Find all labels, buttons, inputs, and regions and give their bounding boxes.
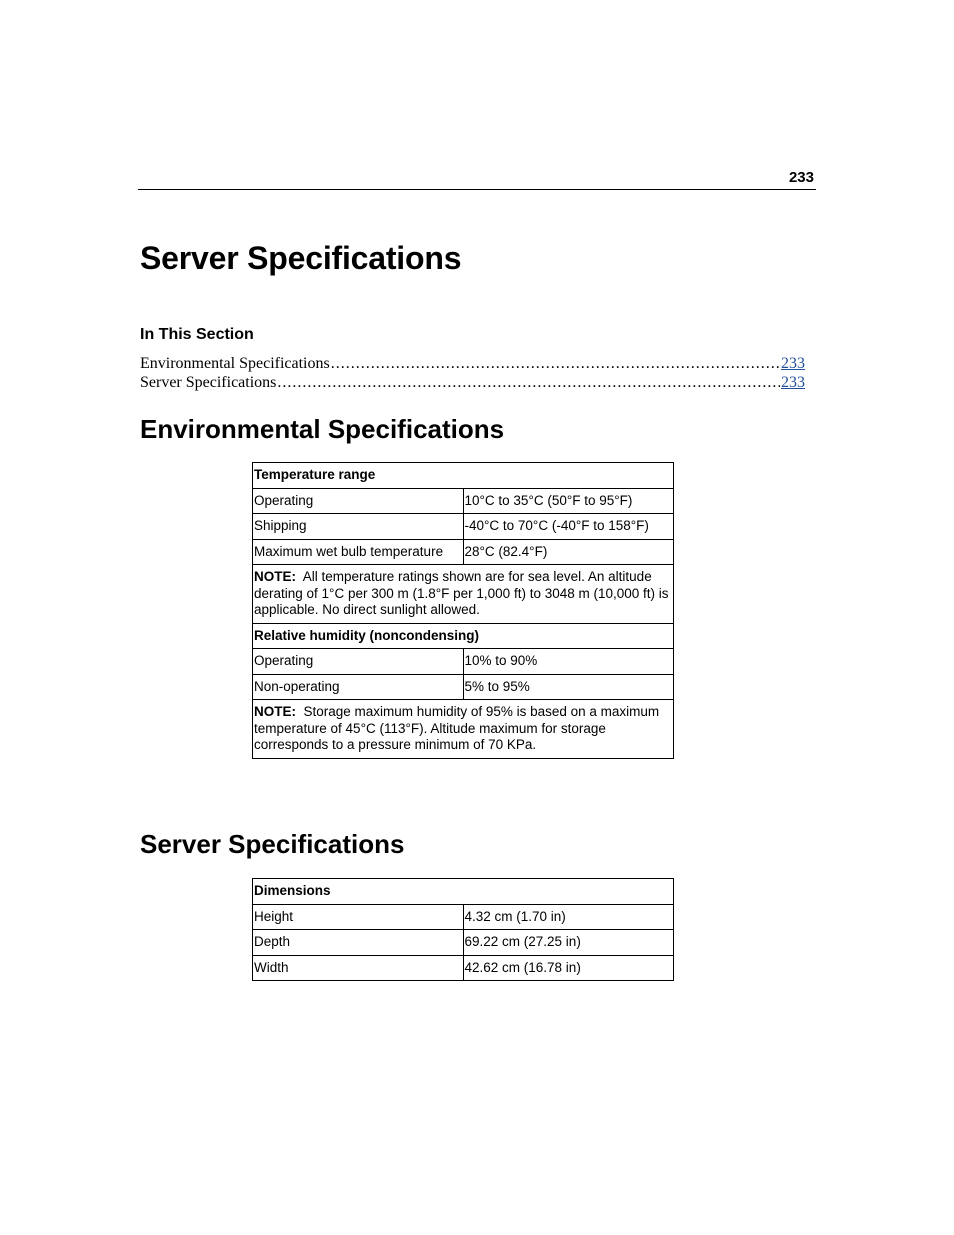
table-row [253,565,674,624]
note-text: Storage maximum humidity of 95% is based on a maximum temperature of 45°C (113°F). Altitude maximum for storage corresponds to a pressure minimum of 70 KPa. [254,704,660,752]
row-value: 10% to 90% [463,649,674,675]
row-value: 69.22 cm (27.25 in) [463,930,674,956]
row-value: 42.62 cm (16.78 in) [463,955,674,981]
table-row [253,514,674,540]
note-label: NOTE: [254,569,296,584]
row-label: Operating [253,488,464,514]
toc-entry-environmental[interactable] [140,354,805,373]
table-row [253,674,674,700]
table-row [253,700,674,759]
temperature-range-heading: Temperature range [253,463,674,489]
section-toc [140,354,805,392]
table-row [253,539,674,565]
row-label: Shipping [253,514,464,540]
table-row [253,463,674,489]
note-text: All temperature ratings shown are for sea level. An altitude derating of 1°C per 300 m (1.8°F per 1,000 ft) to 3048 m (10,000 ft) is applicable. No direct sunlight allowed. [254,569,669,617]
row-label: Height [253,904,464,930]
table-row [253,879,674,905]
page-title: Server Specifications [140,240,462,276]
toc-page-link[interactable]: 233 [781,355,805,372]
table-row [253,623,674,649]
row-label: Non-operating [253,674,464,700]
temperature-note [253,565,674,624]
note-label: NOTE: [254,704,296,719]
row-value: 28°C (82.4°F) [463,539,674,565]
page-number: 233 [788,169,814,186]
toc-leader-dots [331,354,780,373]
toc-entry-title: Environmental Specifications [140,355,330,372]
table-row [253,649,674,675]
row-label: Maximum wet bulb temperature [253,539,464,565]
dimensions-heading: Dimensions [253,879,674,905]
toc-entry-title: Server Specifications [140,374,277,391]
table-row [253,488,674,514]
row-value: -40°C to 70°C (-40°F to 158°F) [463,514,674,540]
humidity-heading: Relative humidity (noncondensing) [253,623,674,649]
row-value: 10°C to 35°C (50°F to 95°F) [463,488,674,514]
row-label: Operating [253,649,464,675]
environmental-spec-table [252,462,674,759]
humidity-note [253,700,674,759]
environmental-heading: Environmental Specifications [140,414,505,444]
table-row [253,904,674,930]
toc-page-link[interactable]: 233 [781,374,805,391]
row-label: Depth [253,930,464,956]
in-this-section-heading: In This Section [140,326,254,343]
row-value: 4.32 cm (1.70 in) [463,904,674,930]
row-value: 5% to 95% [463,674,674,700]
row-label: Width [253,955,464,981]
toc-entry-server[interactable] [140,373,805,392]
server-specifications-heading: Server Specifications [140,829,405,859]
server-spec-table [252,878,674,981]
toc-leader-dots [277,373,780,392]
header-rule [138,189,816,190]
table-row [253,930,674,956]
table-row [253,955,674,981]
